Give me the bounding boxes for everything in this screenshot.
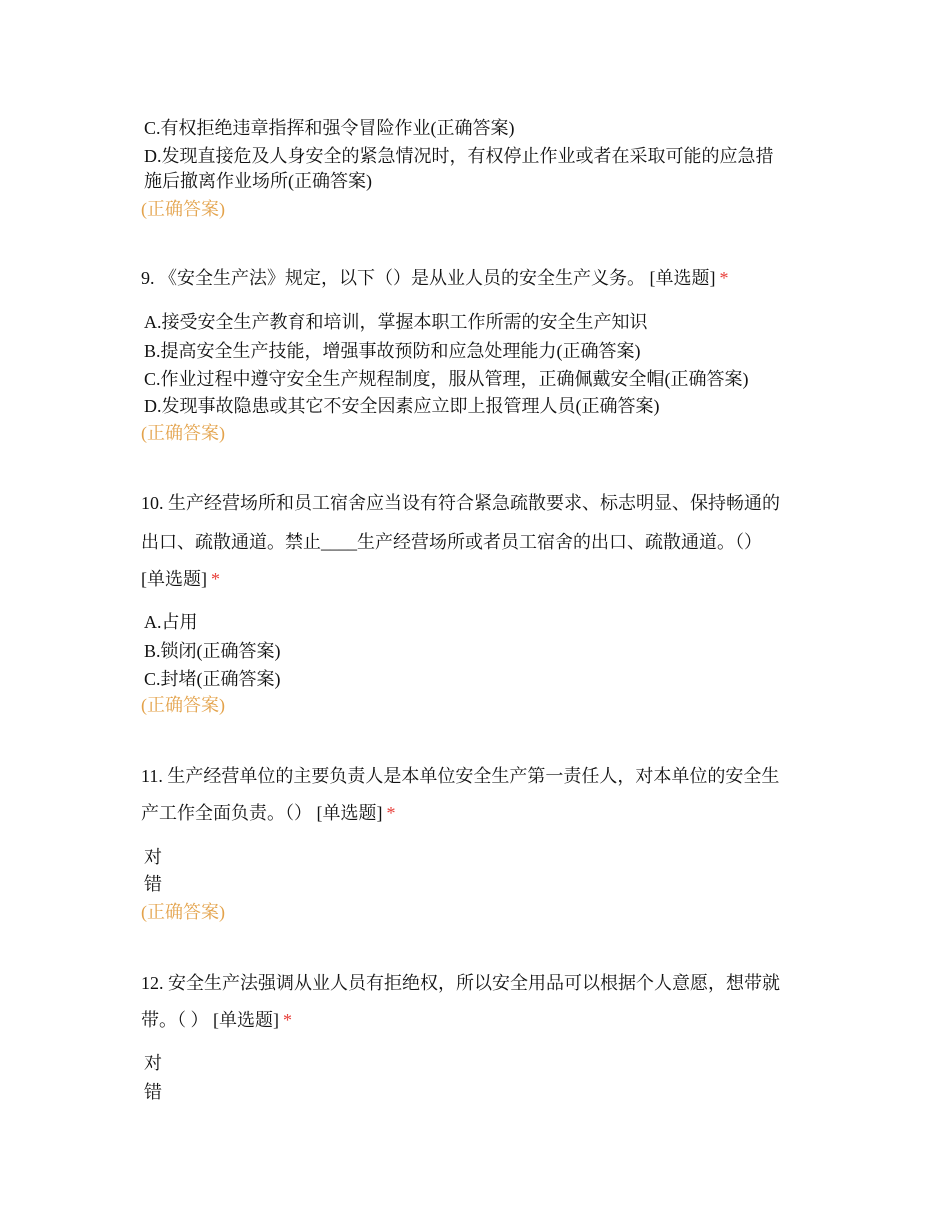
q12-required-mark: * [283,1010,292,1030]
q12-question-text-line1: 12. 安全生产法强调从业人员有拒绝权，所以安全用品可以根据个人意愿，想带就 [141,973,780,993]
q10-question-text-line1: 10. 生产经营场所和员工宿舍应当设有符合紧急疏散要求、标志明显、保持畅通的 [141,493,780,513]
q9-question-title [141,264,729,292]
q11-question-text-line2: 产工作全面负责。（） [单选题] [141,803,383,823]
q9-option-d: D.发现事故隐患或其它不安全因素应立即上报管理人员(正确答案) [144,396,660,416]
q10-required-mark: * [211,569,220,589]
q12-question-text-line2: 带。（ ） [单选题] [141,1010,279,1030]
q9-option-a: A.接受安全生产教育和培训，掌握本职工作所需的安全生产知识 [144,312,648,332]
q11-question-title-line2 [141,799,396,827]
q8-option-c: C.有权拒绝违章指挥和强令冒险作业(正确答案) [144,118,515,138]
q11-question-text-line1: 11. 生产经营单位的主要负责人是本单位安全生产第一责任人，对本单位的安全生 [141,766,780,786]
q9-question-text: 9. 《安全生产法》规定，以下（）是从业人员的安全生产义务。 [单选题] [141,268,716,288]
q11-option-false: 错 [144,874,162,894]
q9-option-c: C.作业过程中遵守安全生产规程制度，服从管理，正确佩戴安全帽(正确答案) [144,369,749,389]
q11-correct-answer-label: (正确答案) [141,902,225,922]
q10-correct-answer-label: (正确答案) [141,695,225,715]
q11-option-true: 对 [144,847,162,867]
q11-required-mark: * [386,803,396,823]
q10-option-c: C.封堵(正确答案) [144,669,281,689]
q10-option-b: B.锁闭(正确答案) [144,641,281,661]
q8-correct-answer-label: (正确答案) [141,199,225,219]
q8-option-d: D.发现直接危及人身安全的紧急情况时，有权停止作业或者在采取可能的应急措 [144,146,774,166]
q12-question-title-line2 [141,1006,292,1034]
q9-required-mark: * [719,268,729,288]
q10-type-label: [单选题] [141,569,207,589]
q12-option-false: 错 [144,1082,162,1102]
q9-option-b: B.提高安全生产技能，增强事故预防和应急处理能力(正确答案) [144,341,641,361]
q12-option-true: 对 [144,1053,162,1073]
q10-question-type [141,565,220,593]
q9-correct-answer-label: (正确答案) [141,423,225,443]
q8-option-d-continued: 施后撤离作业场所(正确答案) [144,171,372,191]
q10-question-text-line2: 出口、疏散通道。禁止____生产经营场所或者员工宿舍的出口、疏散通道。（） [141,532,762,552]
q10-option-a: A.占用 [144,612,198,632]
